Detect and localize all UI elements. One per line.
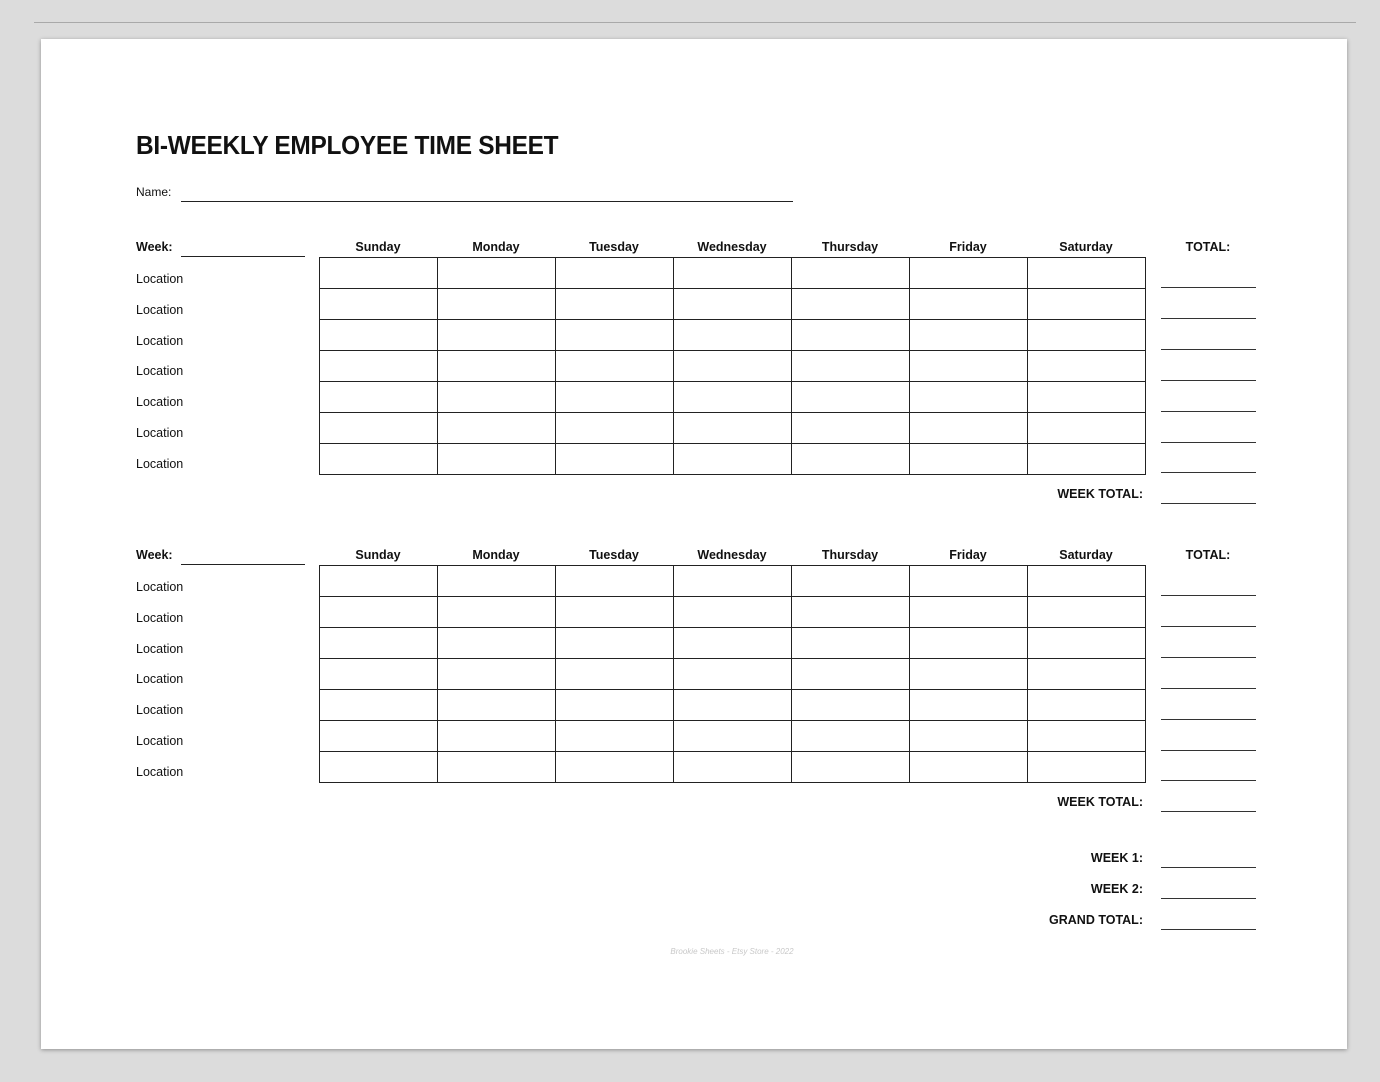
hour-cell[interactable] <box>438 258 556 289</box>
hours-grid-body <box>320 566 1146 783</box>
hour-cell[interactable] <box>792 382 910 413</box>
table-row <box>320 690 1146 721</box>
week-field-line[interactable] <box>181 564 305 565</box>
hour-cell[interactable] <box>910 566 1028 597</box>
hour-cell[interactable] <box>910 597 1028 628</box>
name-label: Name: <box>136 185 172 199</box>
hour-cell[interactable] <box>438 752 556 783</box>
hour-cell[interactable] <box>438 413 556 444</box>
hour-cell[interactable] <box>1028 659 1146 690</box>
hour-cell[interactable] <box>910 413 1028 444</box>
row-total-line[interactable] <box>1161 380 1256 381</box>
location-label: Location <box>136 765 184 779</box>
location-label: Location <box>136 672 184 686</box>
hour-cell[interactable] <box>320 351 438 382</box>
table-row <box>320 659 1146 690</box>
hour-cell[interactable] <box>320 258 438 289</box>
hour-cell[interactable] <box>674 597 792 628</box>
row-total-line[interactable] <box>1161 287 1256 288</box>
timesheet-page <box>41 39 1347 1049</box>
hour-cell[interactable] <box>910 289 1028 320</box>
hour-cell[interactable] <box>674 351 792 382</box>
hour-cell[interactable] <box>556 351 674 382</box>
hour-cell[interactable] <box>438 659 556 690</box>
hour-cell[interactable] <box>1028 289 1146 320</box>
hour-cell[interactable] <box>792 628 910 659</box>
table-row <box>320 382 1146 413</box>
location-label: Location <box>136 426 184 440</box>
hour-cell[interactable] <box>438 382 556 413</box>
location-label: Location <box>136 580 184 594</box>
hour-cell[interactable] <box>1028 752 1146 783</box>
hour-cell[interactable] <box>320 566 438 597</box>
hour-cell[interactable] <box>438 690 556 721</box>
location-label: Location <box>136 303 184 317</box>
footer-credit: Brookie Sheets - Etsy Store - 2022 <box>670 947 794 956</box>
location-label: Location <box>136 457 184 471</box>
week-2-summary-label: WEEK 2: <box>1090 882 1143 896</box>
hour-cell[interactable] <box>320 413 438 444</box>
name-field-line[interactable] <box>181 201 793 202</box>
hour-cell[interactable] <box>674 444 792 475</box>
hours-grid <box>319 565 1146 783</box>
hour-cell[interactable] <box>792 566 910 597</box>
hour-cell[interactable] <box>556 752 674 783</box>
day-header-thursday: Thursday <box>821 240 879 254</box>
hour-cell[interactable] <box>320 752 438 783</box>
hour-cell[interactable] <box>792 258 910 289</box>
hour-cell[interactable] <box>556 690 674 721</box>
table-row <box>320 566 1146 597</box>
top-divider <box>34 22 1356 23</box>
hour-cell[interactable] <box>320 628 438 659</box>
hour-cell[interactable] <box>438 566 556 597</box>
hour-cell[interactable] <box>320 659 438 690</box>
row-total-line[interactable] <box>1161 626 1256 627</box>
week-field-line[interactable] <box>181 256 305 257</box>
location-label: Location <box>136 364 184 378</box>
hour-cell[interactable] <box>1028 351 1146 382</box>
day-header-saturday: Saturday <box>1059 548 1113 562</box>
hour-cell[interactable] <box>320 597 438 628</box>
day-header-saturday: Saturday <box>1059 240 1113 254</box>
hour-cell[interactable] <box>320 320 438 351</box>
hour-cell[interactable] <box>320 690 438 721</box>
row-total-line[interactable] <box>1161 657 1256 658</box>
hour-cell[interactable] <box>556 382 674 413</box>
hour-cell[interactable] <box>674 752 792 783</box>
table-row <box>320 258 1146 289</box>
hour-cell[interactable] <box>910 690 1028 721</box>
hour-cell[interactable] <box>792 721 910 752</box>
row-total-line[interactable] <box>1161 780 1256 781</box>
hour-cell[interactable] <box>1028 258 1146 289</box>
day-header-tuesday: Tuesday <box>589 240 639 254</box>
hour-cell[interactable] <box>792 752 910 783</box>
day-header-thursday: Thursday <box>821 548 879 562</box>
hour-cell[interactable] <box>792 690 910 721</box>
row-total-line[interactable] <box>1161 595 1256 596</box>
row-total-line[interactable] <box>1161 750 1256 751</box>
hour-cell[interactable] <box>1028 320 1146 351</box>
hour-cell[interactable] <box>910 721 1028 752</box>
row-total-line[interactable] <box>1161 349 1256 350</box>
hour-cell[interactable] <box>792 320 910 351</box>
location-label: Location <box>136 272 184 286</box>
hour-cell[interactable] <box>438 320 556 351</box>
total-header: TOTAL: <box>1185 240 1231 254</box>
hour-cell[interactable] <box>438 597 556 628</box>
row-total-line[interactable] <box>1161 411 1256 412</box>
row-total-line[interactable] <box>1161 442 1256 443</box>
hour-cell[interactable] <box>674 628 792 659</box>
hour-cell[interactable] <box>674 382 792 413</box>
table-row <box>320 721 1146 752</box>
hour-cell[interactable] <box>674 690 792 721</box>
grand-total-line[interactable] <box>1161 929 1256 930</box>
hour-cell[interactable] <box>438 628 556 659</box>
week-1-summary-line[interactable] <box>1161 867 1256 868</box>
location-label: Location <box>136 334 184 348</box>
hour-cell[interactable] <box>438 351 556 382</box>
week-1-section <box>41 240 1347 540</box>
hour-cell[interactable] <box>556 258 674 289</box>
table-row <box>320 320 1146 351</box>
hour-cell[interactable] <box>910 628 1028 659</box>
hour-cell[interactable] <box>438 721 556 752</box>
hour-cell[interactable] <box>910 382 1028 413</box>
hour-cell[interactable] <box>556 628 674 659</box>
hour-cell[interactable] <box>556 721 674 752</box>
hour-cell[interactable] <box>320 721 438 752</box>
week-2-section <box>41 548 1347 848</box>
row-total-line[interactable] <box>1161 688 1256 689</box>
hour-cell[interactable] <box>792 289 910 320</box>
hours-grid <box>319 257 1146 475</box>
hour-cell[interactable] <box>1028 597 1146 628</box>
week-label: Week: <box>136 240 173 254</box>
day-header-monday: Monday <box>472 240 520 254</box>
hour-cell[interactable] <box>674 721 792 752</box>
hour-cell[interactable] <box>556 413 674 444</box>
hour-cell[interactable] <box>910 351 1028 382</box>
hour-cell[interactable] <box>556 320 674 351</box>
hour-cell[interactable] <box>910 444 1028 475</box>
hour-cell[interactable] <box>320 444 438 475</box>
location-label: Location <box>136 395 184 409</box>
hour-cell[interactable] <box>910 752 1028 783</box>
hour-cell[interactable] <box>556 289 674 320</box>
location-label: Location <box>136 734 184 748</box>
hour-cell[interactable] <box>556 659 674 690</box>
hour-cell[interactable] <box>1028 413 1146 444</box>
hour-cell[interactable] <box>556 444 674 475</box>
total-header: TOTAL: <box>1185 548 1231 562</box>
week-total-label: WEEK TOTAL: <box>1057 795 1143 809</box>
hour-cell[interactable] <box>674 258 792 289</box>
hour-cell[interactable] <box>1028 382 1146 413</box>
row-total-line[interactable] <box>1161 719 1256 720</box>
hour-cell[interactable] <box>1028 444 1146 475</box>
table-row <box>320 597 1146 628</box>
hour-cell[interactable] <box>1028 566 1146 597</box>
day-header-monday: Monday <box>472 548 520 562</box>
hour-cell[interactable] <box>556 566 674 597</box>
table-row <box>320 752 1146 783</box>
day-header-wednesday: Wednesday <box>697 240 767 254</box>
hour-cell[interactable] <box>438 289 556 320</box>
hour-cell[interactable] <box>910 320 1028 351</box>
table-row <box>320 444 1146 475</box>
hour-cell[interactable] <box>1028 721 1146 752</box>
hour-cell[interactable] <box>792 659 910 690</box>
week-total-line[interactable] <box>1161 503 1256 504</box>
table-row <box>320 289 1146 320</box>
hours-grid-body <box>320 258 1146 475</box>
hour-cell[interactable] <box>792 597 910 628</box>
location-label: Location <box>136 642 184 656</box>
hour-cell[interactable] <box>792 413 910 444</box>
week-total-label: WEEK TOTAL: <box>1057 487 1143 501</box>
day-header-wednesday: Wednesday <box>697 548 767 562</box>
week-1-summary-label: WEEK 1: <box>1090 851 1143 865</box>
table-row <box>320 628 1146 659</box>
hour-cell[interactable] <box>1028 628 1146 659</box>
week-total-line[interactable] <box>1161 811 1256 812</box>
page-title: BI-WEEKLY EMPLOYEE TIME SHEET <box>136 130 559 160</box>
hour-cell[interactable] <box>1028 690 1146 721</box>
day-header-tuesday: Tuesday <box>589 548 639 562</box>
hour-cell[interactable] <box>438 444 556 475</box>
grand-total-label: GRAND TOTAL: <box>1049 913 1143 927</box>
hour-cell[interactable] <box>320 382 438 413</box>
row-total-line[interactable] <box>1161 472 1256 473</box>
row-total-line[interactable] <box>1161 318 1256 319</box>
table-row <box>320 351 1146 382</box>
day-header-sunday: Sunday <box>355 240 401 254</box>
hour-cell[interactable] <box>792 351 910 382</box>
day-header-friday: Friday <box>949 548 987 562</box>
hour-cell[interactable] <box>556 597 674 628</box>
week-label: Week: <box>136 548 173 562</box>
hour-cell[interactable] <box>674 566 792 597</box>
hour-cell[interactable] <box>910 258 1028 289</box>
hour-cell[interactable] <box>910 659 1028 690</box>
day-header-friday: Friday <box>949 240 987 254</box>
location-label: Location <box>136 703 184 717</box>
hour-cell[interactable] <box>792 444 910 475</box>
table-row <box>320 413 1146 444</box>
hour-cell[interactable] <box>674 659 792 690</box>
day-header-sunday: Sunday <box>355 548 401 562</box>
week-2-summary-line[interactable] <box>1161 898 1256 899</box>
hour-cell[interactable] <box>674 413 792 444</box>
location-label: Location <box>136 611 184 625</box>
hour-cell[interactable] <box>674 320 792 351</box>
hour-cell[interactable] <box>320 289 438 320</box>
hour-cell[interactable] <box>674 289 792 320</box>
